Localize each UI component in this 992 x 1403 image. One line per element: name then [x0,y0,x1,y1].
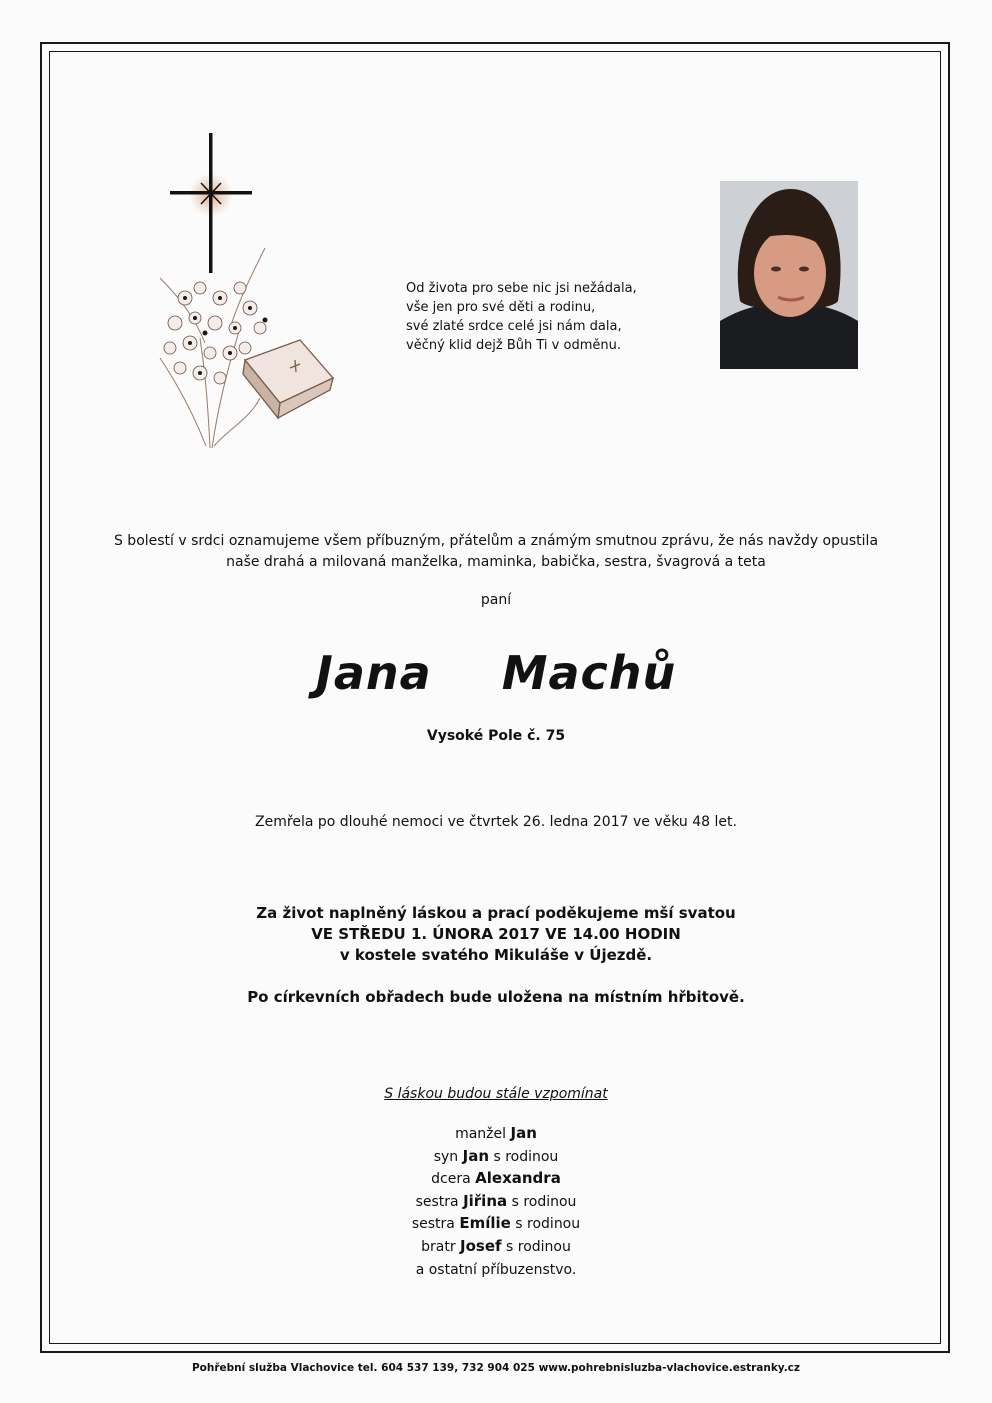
death-notice: Zemřela po dlouhé nemoci ve čtvrtek 26. ledna 2017 ve věku 48 let. [255,814,737,830]
poem-line: své zlaté srdce celé jsi nám dala, [406,319,622,334]
deceased-address: Vysoké Pole č. 75 [426,728,566,744]
ceremony-info [50,903,942,966]
announcement-line-1: S bolestí v srdci oznamujeme všem příbuzným, přátelům a známým smutnou zprávu, že nás navždy opustila [113,533,879,549]
announcement-line-2: naše drahá a milovaná manželka, maminka, babička, sestra, švagrová a teta [226,554,766,570]
mourner-item: syn Jan s rodinou [433,1146,559,1165]
ceremony-line-1: Za život naplněný láskou a prací poděkujeme mší svatou [256,904,736,922]
poem-line: Od života pro sebe nic jsi nežádala, [406,281,637,296]
mourners-list [50,1123,942,1281]
mourner-item: sestra Emílie s rodinou [411,1214,581,1233]
portrait-photo [720,181,858,369]
mourner-item: dcera Alexandra [431,1169,561,1188]
mourner-item: manžel Jan [455,1124,537,1142]
memorial-poem [406,279,706,355]
burial-info: Po církevních obřadech bude uložena na místním hřbitově. [247,988,745,1006]
announcement [50,531,942,573]
mourner-item: bratr Josef s rodinou [421,1236,571,1255]
memory-title: S láskou budou stále vzpomínat [384,1086,608,1102]
mourner-item: a ostatní příbuzenstvo. [415,1261,577,1278]
ceremony-line-2: VE STŘEDU 1. ÚNORA 2017 VE 14.00 HODIN [311,925,681,943]
poem-line: vše jen pro své děti a rodinu, [406,300,596,315]
cross-flowers-book-emblem [140,128,350,458]
ceremony-line-3: v kostele svatého Mikuláše v Újezdě. [339,946,653,964]
deceased-name: Jana Machů [315,646,677,700]
funeral-service-footer: Pohřební služba Vlachovice tel. 604 537 139, 732 904 025 www.pohrebnisluzba-vlachovice.estranky.cz [191,1362,801,1374]
poem-line: věčný klid dejž Bůh Ti v odměnu. [406,338,621,353]
mourner-item: sestra Jiřina s rodinou [415,1191,577,1210]
salutation: paní [480,592,512,608]
